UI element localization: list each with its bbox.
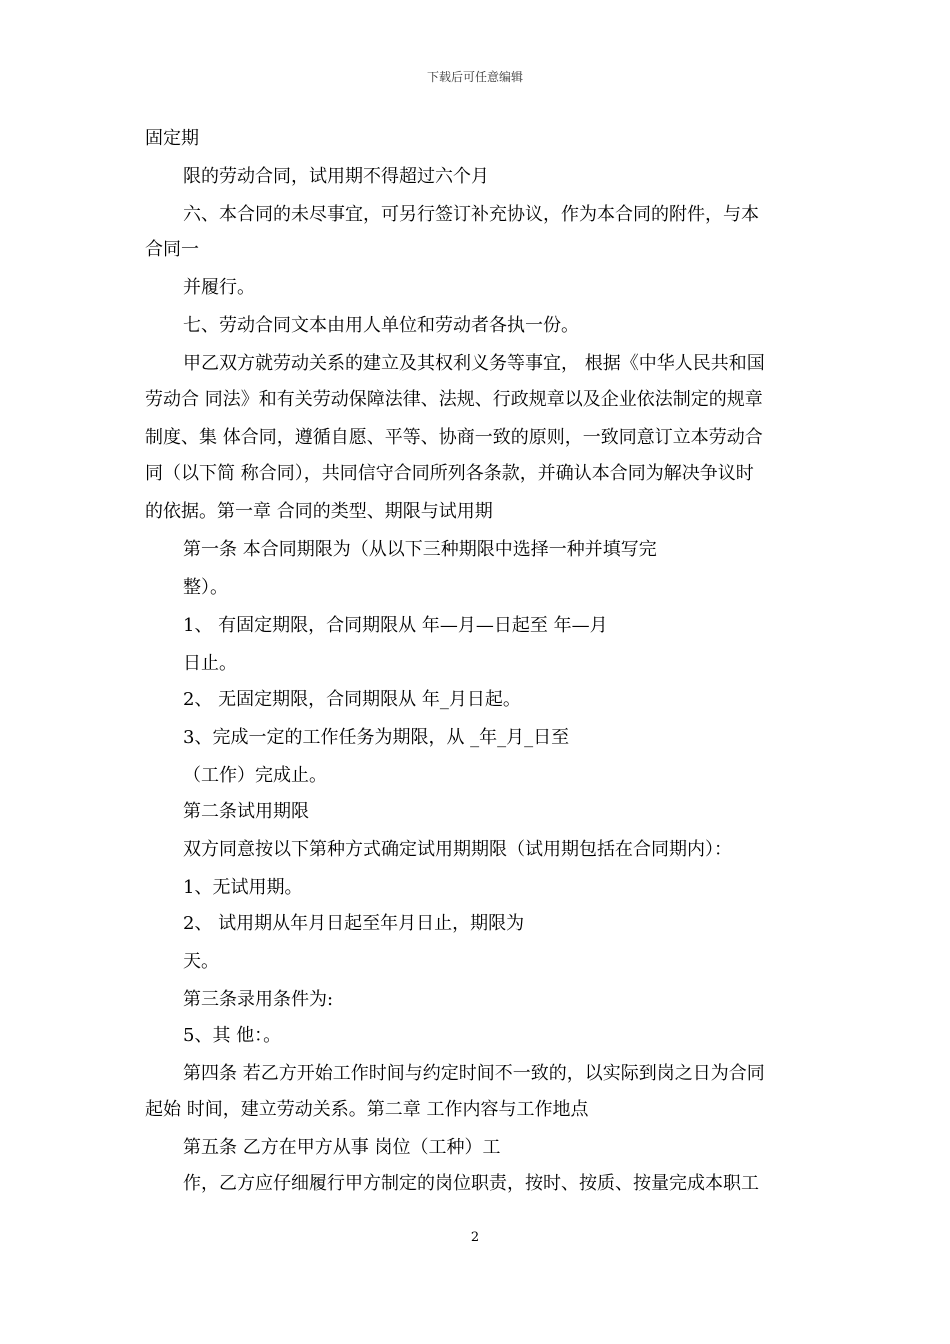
- text-line: 天。: [183, 951, 219, 972]
- text-line: 作，乙方应仔细履行甲方制定的岗位职责，按时、按质、按量完成本职工: [183, 1173, 759, 1194]
- text-line: 双方同意按以下第种方式确定试用期期限（试用期包括在合同期内）：: [183, 839, 732, 860]
- text-line: 起始 时间，建立劳动关系。第二章 工作内容与工作地点: [145, 1099, 589, 1120]
- text-line: 5、其 他：。: [183, 1025, 282, 1046]
- text-line: 第一条 本合同期限为（从以下三种期限中选择一种并填写完: [183, 539, 657, 560]
- text-line: 3、完成一定的工作任务为期限，从 _年_月_日至: [183, 727, 570, 748]
- text-line: 劳动合 同法》和有关劳动保障法律、法规、行政规章以及企业依法制定的规章: [145, 389, 763, 410]
- text-line: 的依据。第一章 合同的类型、期限与试用期: [145, 501, 493, 522]
- text-line: 并履行。: [183, 277, 255, 298]
- text-line: 2、 试用期从年月日起至年月日止，期限为: [183, 913, 525, 934]
- text-line: 第二条试用期限: [183, 801, 309, 822]
- text-line: 1、 有固定期限，合同期限从 年—月—日起至 年—月: [183, 615, 608, 636]
- text-line: 七、劳动合同文本由用人单位和劳动者各执一份。: [183, 315, 579, 336]
- text-line: 第五条 乙方在甲方从事 岗位（工种）工: [183, 1137, 501, 1158]
- text-line: 日止。: [183, 653, 237, 674]
- page-header: 下载后可任意编辑: [426, 70, 523, 84]
- text-line: 制度、集 体合同，遵循自愿、平等、协商一致的原则，一致同意订立本劳动合: [145, 427, 763, 448]
- text-line: 1、无试用期。: [183, 877, 303, 898]
- text-line: 合同一: [145, 239, 199, 260]
- text-line: 整）。: [183, 577, 228, 598]
- text-line: 限的劳动合同，试用期不得超过六个月: [183, 166, 489, 187]
- text-line: 同（以下简 称合同），共同信守合同所列各条款，并确认本合同为解决争议时: [145, 463, 754, 484]
- text-line: （工作）完成止。: [183, 765, 327, 786]
- text-line: 六、本合同的未尽事宜，可另行签订补充协议，作为本合同的附件，与本: [183, 204, 759, 225]
- text-line: 第四条 若乙方开始工作时间与约定时间不一致的，以实际到岗之日为合同: [183, 1063, 765, 1084]
- text-line: 2、 无固定期限，合同期限从 年_月日起。: [183, 689, 521, 710]
- text-line: 第三条录用条件为:: [183, 989, 334, 1010]
- text-line: 甲乙双方就劳动关系的建立及其权利义务等事宜， 根据《中华人民共和国: [183, 353, 765, 374]
- page-number: 2: [470, 1230, 480, 1245]
- text-line: 固定期: [145, 128, 199, 149]
